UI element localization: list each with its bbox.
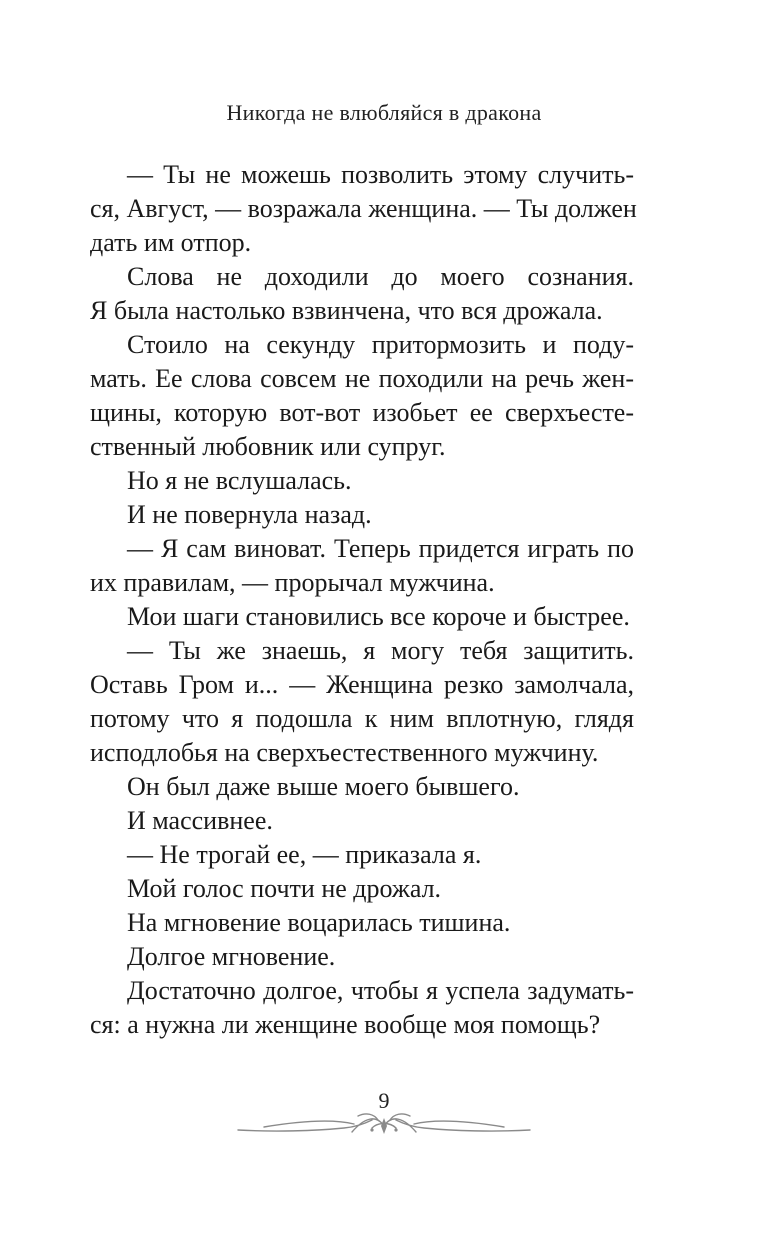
decorative-flourish-icon bbox=[234, 1108, 534, 1138]
text-line: — Не трогай ее, — приказала я. bbox=[127, 840, 482, 869]
text-line: — Ты не можешь позволить этому случить- bbox=[127, 160, 634, 189]
text-line: На мгновение воцарилась тишина. bbox=[127, 908, 511, 937]
text-line: Достаточно долгое, чтобы я успела задумать- bbox=[127, 976, 634, 1005]
text-line: их правилам, — прорычал мужчина. bbox=[90, 568, 495, 597]
body-text bbox=[90, 158, 637, 1042]
text-line: исподлобья на сверхъестественного мужчину. bbox=[90, 738, 599, 767]
text-line: — Ты же знаешь, я могу тебя защитить. bbox=[127, 636, 634, 665]
text-line: потому что я подошла к ним вплотную, глядя bbox=[90, 704, 634, 733]
text-line: ся, Август, — возражала женщина. — Ты должен bbox=[90, 194, 637, 223]
text-line: ся: а нужна ли женщине вообще моя помощь? bbox=[90, 1010, 601, 1039]
text-line: дать им отпор. bbox=[90, 228, 252, 257]
text-line: Слова не доходили до моего сознания. bbox=[127, 262, 634, 291]
text-line: Долгое мгновение. bbox=[127, 942, 336, 971]
running-head: Никогда не влюбляйся в дракона bbox=[226, 100, 542, 125]
text-line: щины, которую вот-вот изобьет ее сверхъесте- bbox=[90, 398, 634, 427]
text-line: — Я сам виноват. Теперь придется играть по bbox=[127, 534, 634, 563]
text-line: И не повернула назад. bbox=[127, 500, 372, 529]
text-line: Стоило на секунду притормозить и поду- bbox=[127, 330, 634, 359]
page-number: 9 bbox=[378, 1088, 390, 1113]
text-line: Но я не вслушалась. bbox=[127, 466, 352, 495]
text-line: И массивнее. bbox=[127, 806, 273, 835]
text-line: мать. Ее слова совсем не походили на речь жен- bbox=[90, 364, 634, 393]
text-line: ственный любовник или супруг. bbox=[90, 432, 446, 461]
text-line: Мои шаги становились все короче и быстрее. bbox=[127, 602, 630, 631]
text-line: Я была настолько взвинчена, что вся дрожала. bbox=[90, 296, 603, 325]
text-line: Мой голос почти не дрожал. bbox=[127, 874, 442, 903]
text-line: Он был даже выше моего бывшего. bbox=[127, 772, 520, 801]
text-line: Оставь Гром и... — Женщина резко замолчала, bbox=[90, 670, 634, 699]
